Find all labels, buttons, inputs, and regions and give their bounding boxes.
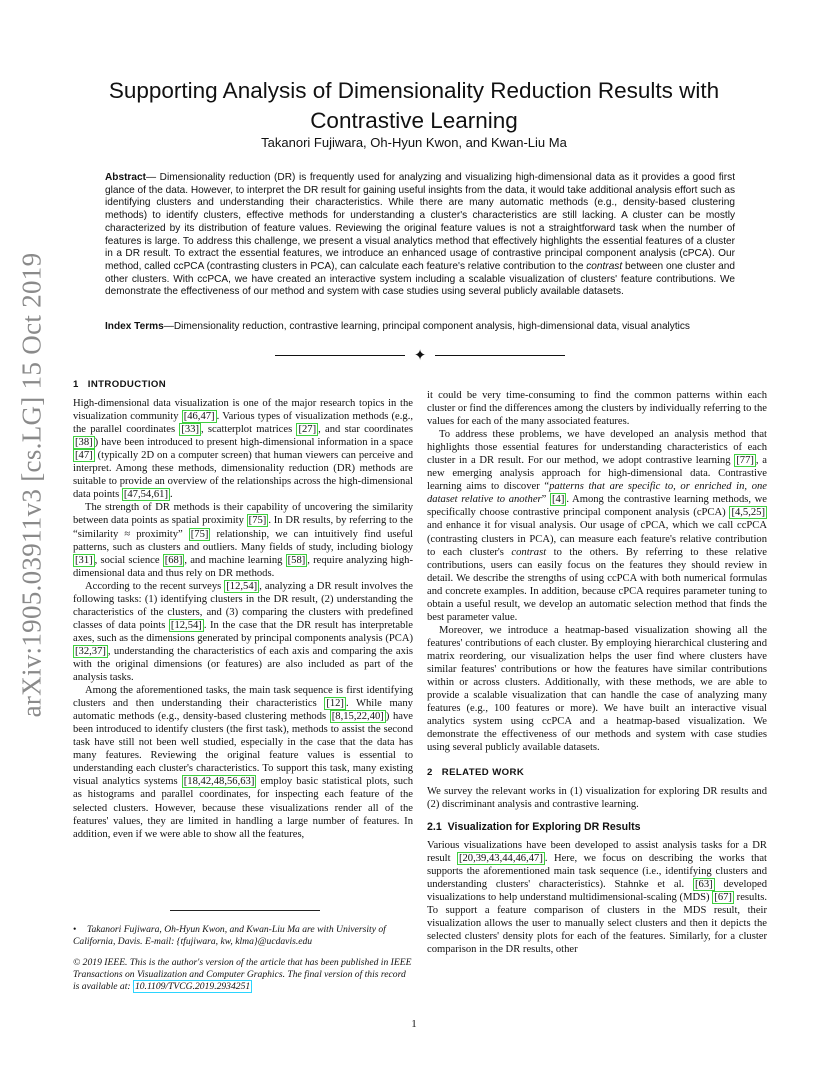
citation-link[interactable]: [12] xyxy=(326,698,344,710)
citation-link[interactable]: [32,37] xyxy=(75,645,106,657)
subsection-heading: 2.1 Visualization for Exploring DR Results xyxy=(427,821,641,834)
citation-link[interactable]: [20,39,43,44,46,47] xyxy=(458,852,543,864)
abstract-text: Dimensionality reduction (DR) is frequently used for analyzing and visualizing high-dimensional data as it provides a good first glance of the data. However, to interpret the DR result for gaining useful insights from the data, it would take additional analysis effort such as identifying clusters and understanding their characteristics. While there are many automatic methods (e.g., density-based clustering methods) to identify clusters, effective methods for understanding a cluster's characteristics are still lacking. A cluster can be mostly characterized by its distribution of feature values. Reviewing the original feature values is not a straightforward task when the number of features is large. To address this challenge, we present a visual analytics method that effectively highlights the essential features of a cluster in a DR result. To extract the essential features, we introduce an enhanced usage of contrastive principal component analysis (cPCA). Our method, called ccPCA (contrasting clusters in PCA), can calculate each feature's relative contribution to the xyxy=(105,172,735,272)
citation-link[interactable]: [38] xyxy=(75,437,93,449)
arxiv-stamp-text: arXiv:1905.03911v3 [cs.LG] 15 Oct 2019 xyxy=(16,252,47,718)
citation-link[interactable]: [77] xyxy=(736,455,754,467)
divider-line-right xyxy=(435,355,565,356)
paragraph: The strength of DR methods is their capability of uncovering the similarity between data points as spatial proximity [75] . In DR results, by referring to the “similarity ≈ proximity” [75] relationship, we can intuitively find useful patterns, such as clusters and outliers. Many fields of study, including biology [31] , social science [68] , and machine learning [58] , require analyzing high-dimensional data and thus rely on DR methods. xyxy=(73,502,413,579)
paragraph: Various visualizations have been developed to assist analysis tasks for a DR result [20,39,43,44,46,47] . Here, we focus on describing the works that supports the aforementioned main task sequence (i.e., identifying clusters and understanding clusters' characteristics). Stahnke et al. [63] developed visualizations to help understand multidimensional-scaling (MDS) [67] results. To support a feature comparison of clusters in the MDS result, their visualization allows the user to manually select clusters and then it depicts the selected clusters' density plots for each of the features. Similarly, for a cluster comparison in the DR results, other xyxy=(427,839,768,955)
citation-link[interactable]: [47] xyxy=(75,450,93,462)
citation-link[interactable]: [31] xyxy=(75,554,93,566)
index-terms xyxy=(105,321,735,334)
abstract-label: Abstract xyxy=(105,172,146,183)
citation-link[interactable]: [58] xyxy=(287,554,306,566)
citation-link[interactable]: [63] xyxy=(695,878,713,890)
footnote-affiliation: • Takanori Fujiwara, Oh-Hyun Kwon, and Kwan-Liu Ma are with University of California, Davis. E-mail: {tfujiwara, kw, klma}@ucdavis.edu xyxy=(73,924,386,947)
index-terms-label: Index Terms xyxy=(105,321,164,332)
citation-link[interactable]: [67] xyxy=(714,891,732,903)
bullet-icon: • xyxy=(73,924,77,935)
section-heading-related-work: 2 RELATED WORK xyxy=(427,767,525,779)
citation-link[interactable]: [18,42,48,56,63] xyxy=(183,776,255,788)
citation-link[interactable]: [4,5,25] xyxy=(731,507,765,519)
paragraph: We survey the relevant works in (1) visualization for exploring DR results and (2) discriminant analysis and contrastive learning. xyxy=(427,786,767,811)
citation-link[interactable]: [46,47] xyxy=(183,411,215,423)
paragraph: According to the recent surveys [12,54] , analyzing a DR result involves the following tasks: (1) identifying clusters in the DR result, (2) understanding the characteristics of the clusters, and (3) comparing the clusters with predefined classes of data points [12,54] . In the case that the DR result has interpretable axes, such as the dimensions generated by principal components analysis (PCA) [32,37] , understanding the characteristics of each axis and comparing the axis with the original dimensions (or features) are also included as part of the analysis tasks. xyxy=(73,580,413,684)
divider-line-left xyxy=(275,355,405,356)
divider-diamond-icon: ✦ xyxy=(413,346,427,364)
abstract-dash: — xyxy=(145,172,160,183)
citation-link[interactable]: [47,54,61] xyxy=(123,489,168,501)
citation-link[interactable]: [12,54] xyxy=(170,619,202,631)
paragraph: High-dimensional data visualization is one of the major research topics in the visualization community [46,47] . Various types of visualization methods (e.g., the parallel coordinates [33] , scatterplot matrices [27] , and star coordinates [38] ) have been introduced to present high-dimensional information in a space [47] (typically 2D on a computer screen) that human viewers can perceive and interpret. Among these methods, dimensionality reduction (DR) methods are suitable to provide an overview of the relationships across the high-dimensional data points [47,54,61] . xyxy=(73,398,413,501)
paragraph: Among the aforementioned tasks, the main task sequence is first identifying clusters and then understanding their characteristics [12] . While many automatic methods (e.g., density-based clustering methods [8,15,22,40] ) have been introduced to identify clusters (the first task), methods to assist the second task have still not been well studied, especially in the case that the data has many features. Reviewing the original feature values is essential to understanding each cluster's characteristics. To support this task, many existing visual analytics systems [18,42,48,56,63] employ basic statistical plots, such as histograms and parallel coordinates, for inspecting each feature of the selected clusters. However, because these visualizations render all of the features' values, they are limited in handling a large number of features. In addition, even if we were able to show all the features, xyxy=(73,685,413,840)
paper-title: Supporting Analysis of Dimensionality Reduction Results with Contrastive Learning xyxy=(108,78,720,133)
citation-link[interactable]: [75] xyxy=(190,528,209,540)
citation-link[interactable]: [33] xyxy=(181,424,199,436)
abstract xyxy=(105,172,735,299)
arxiv-identifier-stamp xyxy=(12,252,52,718)
right-column xyxy=(427,389,767,956)
citation-link[interactable]: [68] xyxy=(164,554,183,566)
citation-link[interactable]: [75] xyxy=(248,515,267,527)
abstract-text-continued: between one cluster and other clusters. With ccPCA, we have created an interactive system including a scalable visualization of clusters' feature contributions. We demonstrate the effectiveness of our method and system with case studies using several publicly available datasets. xyxy=(105,260,735,298)
paragraph: To address these problems, we have developed an analysis method that highlights those essential features for understanding characteristics of each cluster in a DR result. For our method, we adopt contrastive learning [77] , a new emerging analysis approach for high-dimensional data. Contrastive learning aims to discover “patterns that are specific to, or enriched in, one dataset relative to another” [4] . Among the contrastive learning methods, we specifically choose contrastive principal component analysis (cPCA) [4,5,25] and enhance it for visual analysis. Our usage of cPCA, which we call ccPCA (contrasting clusters in PCA), can measure each feature's relative contribution to each cluster's contrast to the others. By referring to these relative contributions, users can easily focus on the features they should review in detail. We describe the strengths of using ccPCA with both numerical formulas and concrete examples. In addition, because cPCA requires parameter tuning to obtain a useful result, we develop an automatic selection method that finds the best parameter value. xyxy=(427,429,768,623)
citation-link[interactable]: [12,54] xyxy=(226,580,258,592)
author-list: Takanori Fujiwara, Oh-Hyun Kwon, and Kwan-Liu Ma xyxy=(261,135,567,150)
paragraph: it could be very time-consuming to find the common patterns within each cluster or find the differences among the clusters by individually referring to the values for each of the many associated features. xyxy=(427,390,767,428)
index-terms-text: —Dimensionality reduction, contrastive learning, principal component analysis, high-dimensional data, visual analytics xyxy=(163,321,690,332)
section-divider xyxy=(275,347,565,363)
left-column xyxy=(73,378,413,841)
citation-link[interactable]: [27] xyxy=(298,424,317,436)
footnote-rule xyxy=(170,910,320,911)
paragraph: Moreover, we introduce a heatmap-based visualization showing all the features' contributions of each cluster. By employing hierarchical clustering and matrix reordering, our visualization helps the user find where clusters have similar features' contributions or how the features have similar contributions within or across clusters. Additionally, with these methods, we are able to provide a scalable visualization that can handle the case of analyzing many features (e.g., 100 features or more). We have built an interactive visual analytics system using ccPCA and a heatmap-based visualization. We demonstrate the effectiveness of our methods and system with case studies using several publicly available datasets. xyxy=(427,624,767,754)
copyright-notice: © 2019 IEEE. This is the author's version of the article that has been published in IEEE Transactions on Visualization and Computer Graphics. The final version of this record is available at: 10.1109/TVCG.2019.2934251 xyxy=(73,957,412,992)
citation-link[interactable]: [4] xyxy=(552,494,565,506)
footnote xyxy=(73,924,413,993)
section-heading-introduction: 1 INTRODUCTION xyxy=(73,379,167,390)
abstract-emphasis: contrast xyxy=(586,260,623,272)
page-number: 1 xyxy=(411,1018,417,1030)
doi-link[interactable]: 10.1109/TVCG.2019.2934251 xyxy=(134,981,251,992)
citation-link[interactable]: [8,15,22,40] xyxy=(331,711,384,723)
